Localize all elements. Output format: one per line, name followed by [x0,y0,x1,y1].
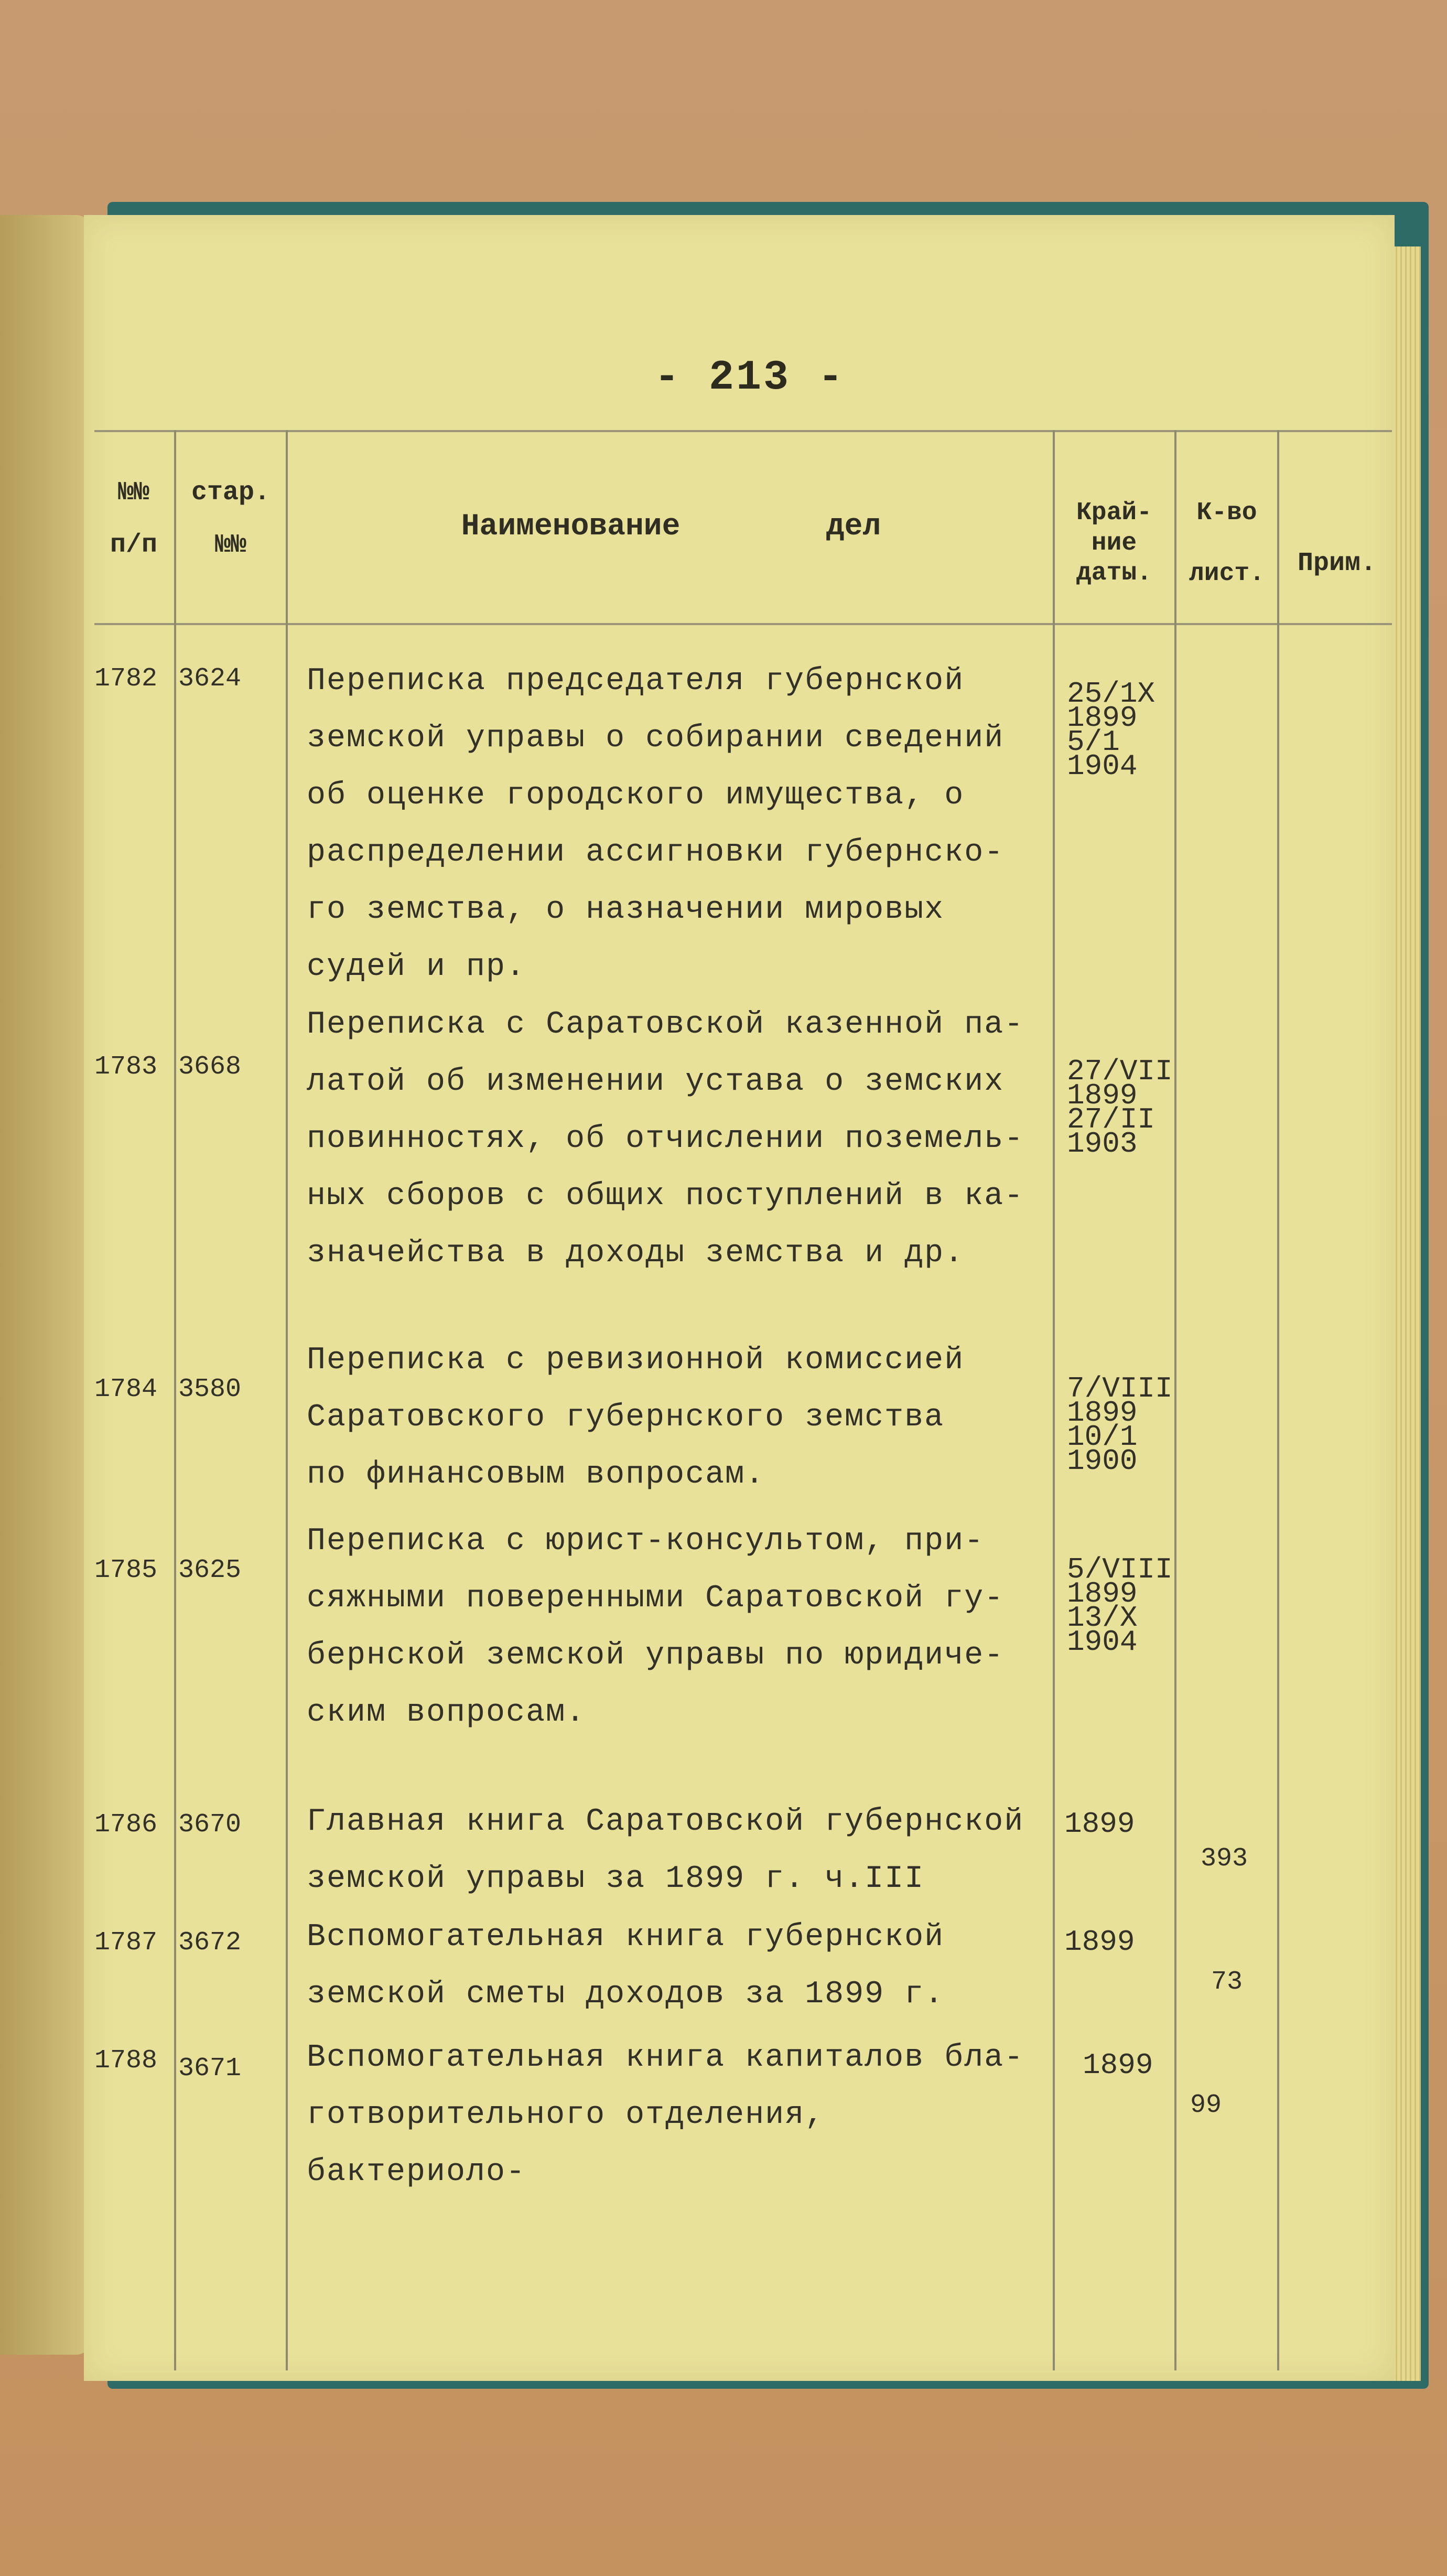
left-page-edge [0,215,92,2355]
title-line: ных сборов с общих поступлений в ка- [307,1178,1024,1214]
row-number: 1783 [94,1052,158,1082]
title-line: Переписка с юрист-консультом, при- [307,1523,985,1559]
title-line: Саратовского губернского земства [307,1400,945,1435]
date-line: 1899 [1067,1396,1138,1430]
row-dates [1064,1925,1169,1959]
row-dates [1067,1055,1173,1161]
header-old-line1: стар. [191,478,271,508]
row-number: 1782 [94,664,158,694]
row-dates [1067,677,1172,783]
title-line: земской управы за 1899 г. ч.III [307,1861,925,1897]
page-number: - 213 - [654,354,846,402]
header-notes-col: Прим. [1297,549,1377,578]
header-sheets-line2: лист. [1189,559,1265,588]
title-line: Вспомогательная книга губернской [307,1919,945,1955]
row-number: 1785 [94,1555,158,1585]
row-title [307,1909,1051,2023]
date-line: 25/1X [1067,677,1156,711]
row-title [307,1513,1051,1742]
date-line: 1904 [1067,1625,1138,1659]
header-num-line2: п/п [110,530,157,560]
date-line: 1904 [1067,749,1138,783]
header-dates-line1: Край- [1076,499,1152,527]
title-line: латой об изменении устава о земских [307,1064,1005,1100]
date-line: 5/1 [1067,725,1120,759]
header-bottom-rule [94,623,1392,625]
row-title [307,2030,1051,2201]
column-divider [1053,430,1055,2370]
row-old-number: 3671 [178,2054,242,2084]
title-line: значейства в доходы земства и др. [307,1236,965,1271]
date-line: 1899 [1067,1577,1138,1611]
title-line: земской управы о собирании сведений [307,721,1005,756]
date-line: 1899 [1083,2048,1153,2082]
row-sheets: 99 [1190,2090,1222,2120]
title-line: Главная книга Саратовской губернской [307,1804,1024,1840]
row-dates [1083,2048,1187,2082]
date-line: 7/VIII [1067,1372,1173,1405]
title-line: Переписка с ревизионной комиссией [307,1343,965,1378]
title-line: по финансовым вопросам. [307,1457,765,1493]
title-line: об оценке городского имущества, о [307,778,965,813]
date-line: 27/VII [1067,1055,1173,1088]
date-line: 1899 [1067,1079,1138,1112]
header-old-col [178,477,283,561]
row-dates [1064,1807,1169,1841]
row-title [307,653,1051,996]
date-line: 1899 [1064,1925,1135,1959]
date-line: 1899 [1067,701,1138,735]
date-line: 1900 [1067,1444,1138,1478]
header-sheets-line1: К-во [1196,499,1257,527]
row-old-number: 3625 [178,1555,242,1585]
date-line: 27/II [1067,1103,1156,1136]
title-line: судей и пр. [307,949,526,985]
title-line: ским вопросам. [307,1695,586,1731]
header-old-line2: №№ [214,530,246,560]
title-line: сяжными поверенными Саратовской гу- [307,1581,1005,1616]
date-line: 10/1 [1067,1420,1138,1454]
title-line: Переписка председателя губернской [307,663,965,699]
row-old-number: 3624 [178,664,242,694]
row-old-number: 3580 [178,1375,242,1404]
header-dates-line2: ние [1091,529,1137,557]
row-dates [1067,1553,1173,1659]
header-dates-line3: даты. [1076,559,1152,588]
row-number: 1786 [94,1810,158,1840]
row-old-number: 3670 [178,1810,242,1840]
row-old-number: 3668 [178,1052,242,1082]
title-line: Переписка с Саратовской казенной па- [307,1007,1024,1043]
date-line: 1899 [1064,1807,1135,1841]
row-sheets: 393 [1201,1844,1248,1874]
row-old-number: 3672 [178,1928,242,1958]
title-line: бернской земской управы по юридиче- [307,1638,1005,1673]
row-number: 1787 [94,1928,158,1958]
row-number: 1788 [94,2046,158,2076]
row-title [307,1794,1051,1908]
column-divider [286,430,288,2370]
header-num-col [94,477,173,561]
header-title: Наименование дел [461,510,881,544]
title-line: земской сметы доходов за 1899 г. [307,1977,945,2012]
date-line: 13/X [1067,1601,1138,1635]
row-sheets: 73 [1211,1967,1243,1997]
title-line: распределении ассигновки губернско- [307,835,1005,871]
title-line: готворительного отделения, бактериоло- [307,2097,825,2190]
column-divider [174,430,176,2370]
column-divider [1174,430,1176,2370]
date-line: 1903 [1067,1127,1138,1161]
column-divider [1277,430,1279,2370]
date-line: 5/VIII [1067,1553,1173,1586]
row-title [307,1332,1051,1504]
title-line: повинностях, об отчислении поземель- [307,1121,1024,1157]
title-line: Вспомогательная книга капиталов бла- [307,2040,1024,2076]
title-line: го земства, о назначении мировых [307,892,945,928]
document-page [84,215,1395,2381]
header-num-line1: №№ [117,478,149,508]
header-sheets-col [1177,498,1277,589]
row-number: 1784 [94,1375,158,1404]
row-title [307,996,1051,1282]
header-dates-col [1056,498,1172,589]
row-dates [1067,1372,1173,1478]
table-top-rule [94,430,1392,432]
